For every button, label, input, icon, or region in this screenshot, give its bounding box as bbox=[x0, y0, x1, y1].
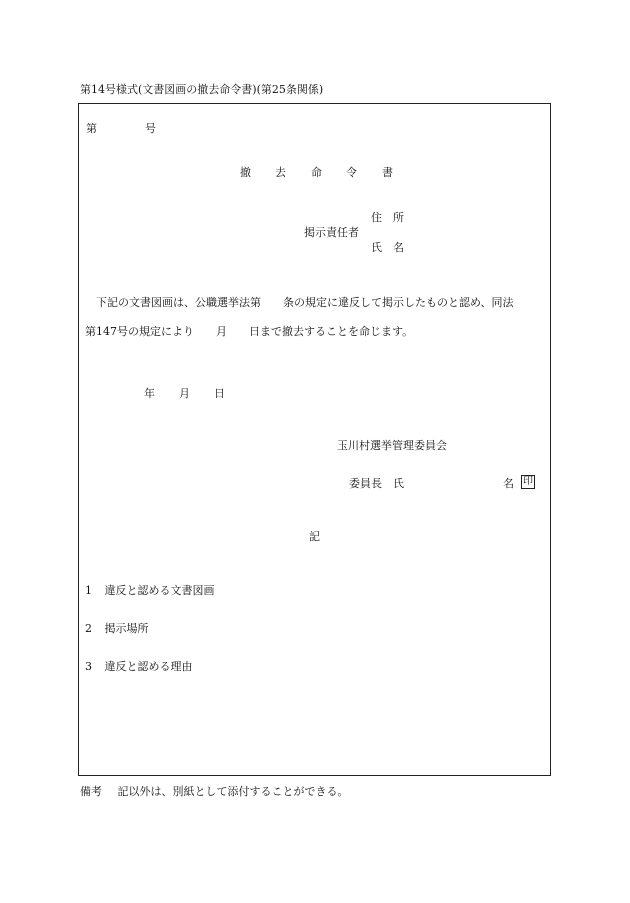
item-number: 3 bbox=[85, 660, 92, 673]
committee-name: 玉川村選挙管理委員会 bbox=[337, 439, 447, 452]
order-form-frame bbox=[78, 103, 551, 776]
body-text-line-1: 下記の文書図画は、公職選挙法第 条の規定に違反して掲示したものと認め、同法 bbox=[96, 296, 514, 309]
footnote bbox=[80, 786, 349, 797]
name-label: 氏 名 bbox=[371, 241, 404, 254]
title-char: 去 bbox=[275, 166, 286, 179]
item-text: 違反と認める理由 bbox=[104, 660, 193, 673]
date-year: 年 bbox=[144, 387, 155, 400]
item-number: 1 bbox=[85, 584, 92, 597]
ki-heading: 記 bbox=[309, 530, 320, 543]
footnote-label: 備考 bbox=[80, 785, 102, 798]
item-text: 違反と認める文書図画 bbox=[104, 584, 215, 597]
body-text-line-2: 第147号の規定により 月 日まで撤去することを命じます。 bbox=[85, 325, 414, 338]
title-char: 撤 bbox=[240, 166, 251, 179]
address-label: 住 所 bbox=[371, 211, 404, 224]
responsible-label: 掲示責任者 bbox=[304, 226, 359, 239]
chair-name-char: 名 bbox=[503, 477, 514, 490]
list-item bbox=[85, 623, 149, 634]
seal-char: 印 bbox=[523, 476, 533, 487]
title-char: 命 bbox=[311, 166, 322, 179]
item-number: 2 bbox=[85, 622, 92, 635]
seal-mark bbox=[521, 475, 535, 489]
item-text: 掲示場所 bbox=[104, 622, 149, 635]
date-month: 月 bbox=[179, 387, 190, 400]
number-go: 号 bbox=[145, 122, 156, 135]
number-dai: 第 bbox=[86, 122, 97, 135]
footnote-text: 記以外は、別紙として添付することができる。 bbox=[117, 785, 349, 798]
title-char: 書 bbox=[382, 166, 393, 179]
title-char: 令 bbox=[346, 166, 357, 179]
form-caption: 第14号様式(文書図画の撤去命令書)(第25条関係) bbox=[80, 83, 324, 96]
list-item bbox=[85, 661, 193, 672]
list-item bbox=[85, 585, 215, 596]
chair-label: 委員長 氏 bbox=[349, 477, 404, 490]
date-day: 日 bbox=[214, 387, 225, 400]
